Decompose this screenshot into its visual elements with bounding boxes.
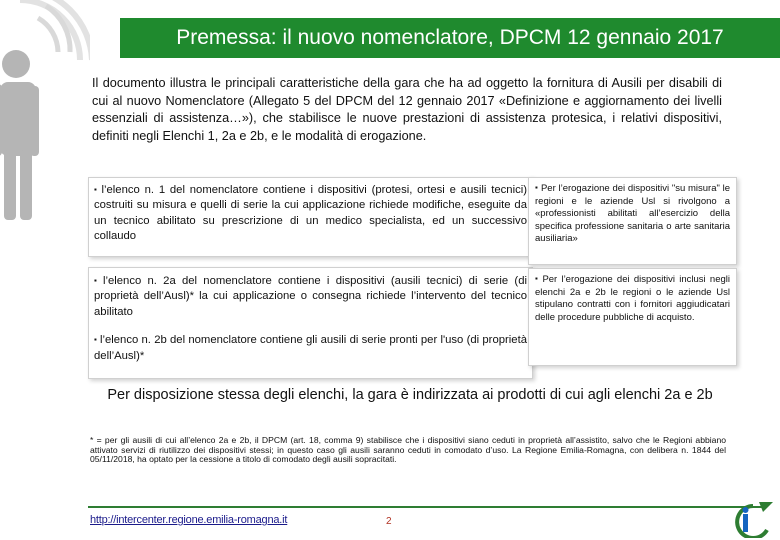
website-link[interactable]: http://intercenter.regione.emilia-romagna.it [90,514,288,526]
bullet: ▪ [535,183,538,192]
page-number: 2 [386,516,392,527]
intro-paragraph [92,75,722,145]
footer-divider [88,506,763,508]
elenco-2a-text: l’elenco n. 2a del nomenclatore contiene i dispositivi (ausili tecnici) di serie (di proprietà dell’Ausl)* la cui applicazione o consegna richiede l’intervento del tecnico abilitato [94,275,527,318]
bullet: ▪ [94,335,97,345]
elenco-1-item [94,182,527,245]
bullet: ▪ [94,185,99,194]
person-broadcast-icon [0,0,90,230]
elenchi-2-note-item [535,273,730,324]
su-misura-item [535,182,730,246]
elenco-1-text: l’elenco n. 1 del nomenclatore contiene i dispositivi (protesi, ortesi e ausili tecnici) costruiti su misura e quelli di serie la cui applicazione richiede modifiche, eseguite da un tecnico abilitato su prescrizione di un medico specialista, ed un successivo collaudo [94,184,527,243]
footnote-text: * = per gli ausili di cui all’elenco 2a e 2b, il DPCM (art. 18, comma 9) stabilisce che i dispositivi siano ceduti in proprietà all’assistito, salvo che le Regioni abbiano attivato servizi di riutilizzo dei dispositivi stessi; in questo caso gli ausili saranno ceduti in comodato d’uso. La Regione Emilia-Romagna, con delibera n. 1844 del 05/11/2018, ha optato per la cessione a titolo di comodato degli ausili sopracitati. [90,435,726,465]
su-misura-text: Per l’erogazione dei dispositivi "su misura" le regioni e le aziende Usl si rivolgono a «professionisti abilitati all’esercizio della specifica professione sanitaria o arte sanitaria ausiliaria» [535,183,730,245]
elenco-2a-item [94,273,527,320]
slide-title: Premessa: il nuovo nomenclatore, DPCM 12 gennaio 2017 [176,26,724,49]
slide-title-bar [120,18,780,58]
elenco-2b-text: l’elenco n. 2b del nomenclatore contiene gli ausili di serie pronti per l'uso (di proprietà dell’Ausl)* [94,334,527,362]
elenco-2b-item [94,332,527,364]
conclusion-statement [100,385,720,406]
elenco-2-box [88,267,533,379]
bullet: ▪ [535,274,540,283]
su-misura-note-box [528,177,737,265]
elenchi-2-note-text: Per l’erogazione dei dispositivi inclusi negli elenchi 2a e 2b le regioni o le aziende Usl stipulano contratti con i fornitori aggiudicatari delle procedure pubbliche di acquisto. [535,274,730,323]
elenco-1-box [88,177,533,257]
intercenter-logo-icon [723,500,775,538]
intro-text: Il documento illustra le principali caratteristiche della gara che ha ad oggetto la fornitura di Ausili per disabili di cui al nuovo Nomenclatore (Allegato 5 del DPCM del 12 gennaio 2017 «Definizione e aggiornamento dei livelli essenziali di assistenza…»), che stabilisce le nuove prestazioni di assistenza protesica, i relativi dispositivi, definiti negli Elenchi 1, 2a e 2b, e le modalità di erogazione. [92,76,722,143]
footnote [90,436,726,465]
elenchi-2-note-box [528,268,737,366]
conclusion-text: Per disposizione stessa degli elenchi, la gara è indirizzata ai prodotti di cui agli elenchi 2a e 2b [107,387,713,403]
bullet: ▪ [94,276,100,285]
